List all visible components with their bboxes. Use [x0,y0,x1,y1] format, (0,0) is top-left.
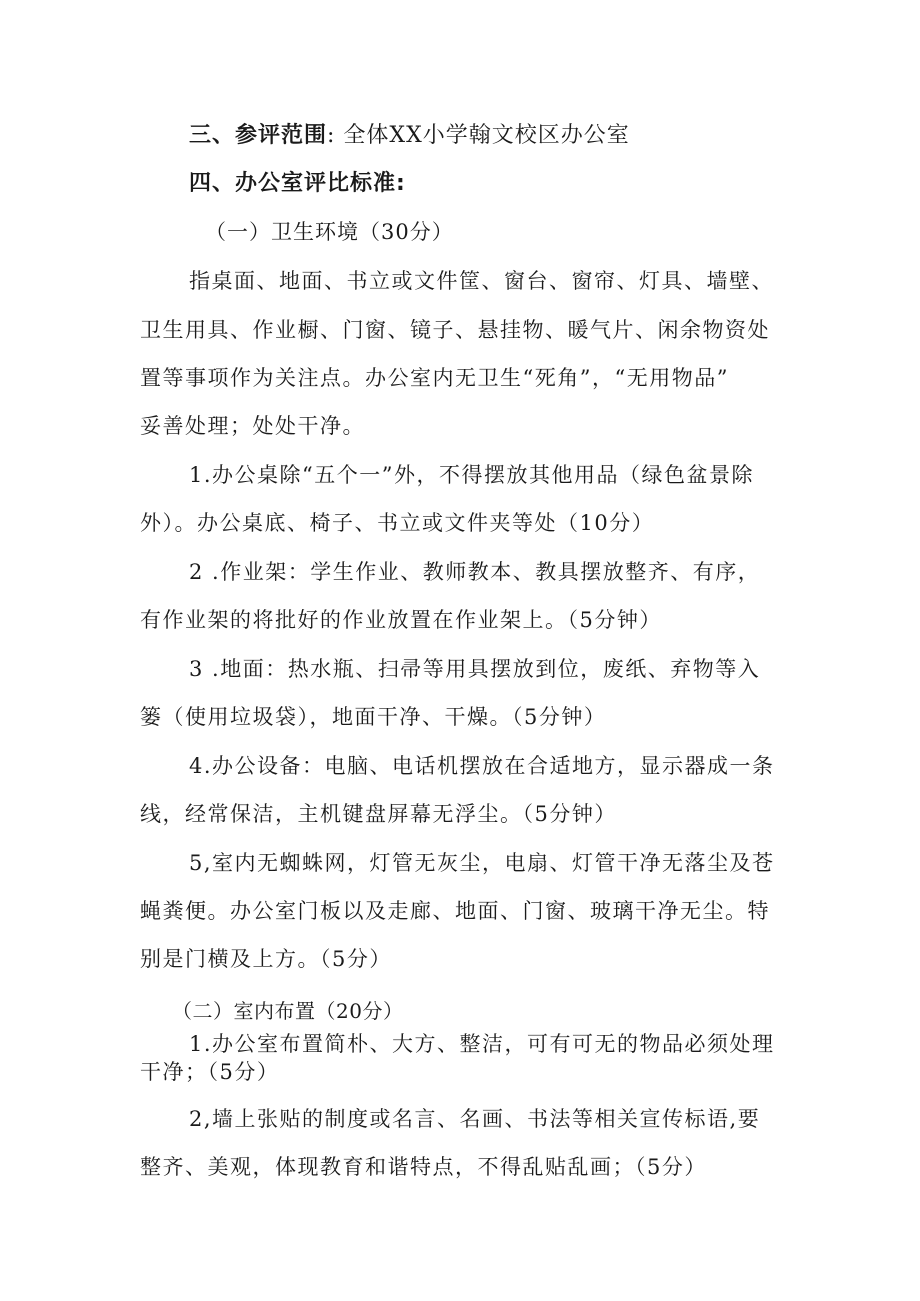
paragraph-line: 妥善处理；处处干净。 [140,414,365,438]
paragraph-line: 2 .作业架：学生作业、教师教本、教具摆放整齐、有序， [189,560,761,584]
hygiene-section-title: （一）卫生环境（30分） [205,220,454,244]
paragraph-line: 别是门横及上方。（5分） [140,947,392,971]
paragraph-line: 3 .地面：热水瓶、扫帚等用具摆放到位，废纸、弃物等入 [189,657,761,681]
paragraph-line: 2,墙上张贴的制度或名言、名画、书法等相关宣传标语,要 [189,1107,761,1131]
paragraph-line: 卫生用具、作业橱、门窗、镜子、悬挂物、暖气片、闲余物资处 [140,318,770,342]
paragraph-line: 1.办公桌除“五个一”外，不得摆放其他用品（绿色盆景除 [189,463,755,487]
paragraph-line: 置等事项作为关注点。办公室内无卫生“死角”，“无用物品” [140,366,729,390]
paragraph-line: 指桌面、地面、书立或文件筐、窗台、窗帘、灯具、墙壁、 [189,269,774,293]
paragraph-line: 4.办公设备：电脑、电话机摆放在合适地方，显示器成一条 [189,754,775,778]
paragraph-line: 整齐、美观，体现教育和谐特点，不得乱贴乱画；（5分） [140,1155,707,1179]
paragraph-line: 篓（使用垃圾袋），地面干净、干燥。（5分钟） [140,705,607,729]
paragraph-line: 外）。办公桌底、椅子、书立或文件夹等处（10分） [140,511,655,535]
layout-section-title: （二）室内布置（20分） [172,999,404,1023]
paragraph-line: 有作业架的将批好的作业放置在作业架上。（5分钟） [140,608,662,632]
standards-heading: 四、办公室评比标准: [189,171,406,196]
scope-heading [189,121,630,151]
paragraph-line: 干净；（5分） [140,1060,280,1084]
scope-label: 三、参评范围 [189,123,328,148]
paragraph-line: 线，经常保洁，主机键盘屏幕无浮尘。（5分钟） [140,802,617,826]
paragraph-line: 蝇粪便。办公室门板以及走廊、地面、门窗、玻璃干净无尘。特 [140,899,770,923]
paragraph-line: 1.办公室布置简朴、大方、整洁，可有可无的物品必须处理 [189,1032,775,1056]
scope-value: : 全体XX小学翰文校区办公室 [327,123,630,148]
paragraph-line: 5,室内无蜘蛛网，灯管无灰尘，电扇、灯管干净无落尘及苍 [189,851,775,875]
